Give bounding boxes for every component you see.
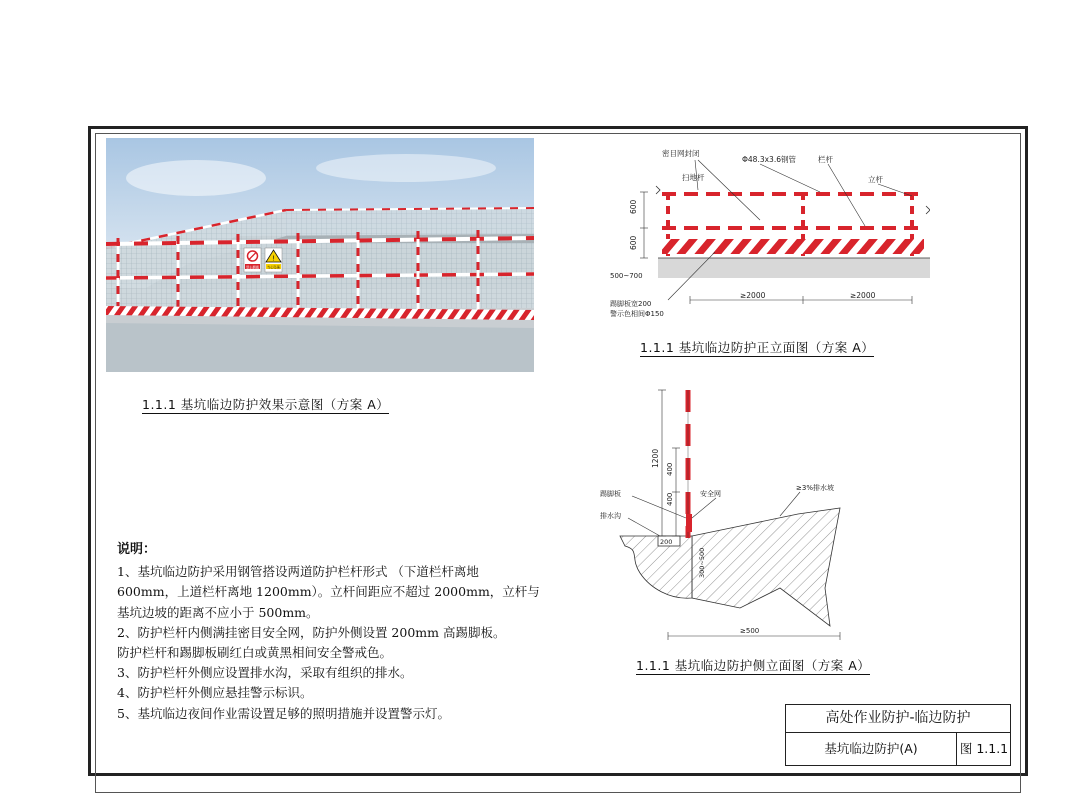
label-toe-color: 警示色相间Φ150 (610, 310, 664, 318)
side-dim-total: 1200 (651, 448, 660, 468)
svg-text:!: ! (272, 254, 275, 263)
notes-heading: 说明： (117, 542, 157, 557)
side-dim-depth: 300~500 (698, 547, 706, 578)
side-dim-upper: 400 (666, 462, 674, 476)
caption-side: 1.1.1 基坑临边防护侧立面图（方案 A） (636, 658, 871, 673)
notes-line: 3、防护栏杆外侧应设置排水沟，采取有组织的排水。 (117, 665, 413, 681)
title-block-figure-no: 图 1.1.1 (959, 741, 1009, 756)
label-sweep: 扫地杆 (682, 173, 705, 182)
dim-span-2: ≥2000 (850, 291, 876, 300)
front-elevation-drawing (610, 140, 930, 340)
caption-front: 1.1.1 基坑临边防护正立面图（方案 A） (640, 340, 875, 355)
side-label-net: 安全网 (700, 490, 721, 498)
side-dim-lower: 400 (666, 492, 674, 506)
dim-lower: 600 (629, 235, 638, 250)
label-post: 立杆 (868, 175, 883, 184)
side-dim-ditch: 200 (660, 538, 673, 546)
notes-section (117, 540, 547, 724)
sign-right-label: 当心坠落 (267, 265, 280, 270)
notes-line: 4、防护栏杆外侧应悬挂警示标识。 (117, 685, 313, 701)
side-elevation-drawing (600, 378, 860, 648)
caption-effect: 1.1.1 基坑临边防护效果示意图（方案 A） (142, 397, 390, 412)
label-pipe: Φ48.3x3.6钢管 (742, 155, 796, 164)
notes-line: 1、基坑临边防护采用钢管搭设两道防护栏杆形式 （下道栏杆离地 (117, 564, 479, 580)
label-toe-width: 踢脚板宽200 (610, 300, 652, 308)
dim-span-1: ≥2000 (740, 291, 766, 300)
notes-line: 600mm，上道栏杆离地 1200mm）。立杆间距应不超过 2000mm，立杆与 (117, 584, 540, 600)
notes-line: 2、防护栏杆内侧满挂密目安全网，防护外侧设置 200mm 高踢脚板。 (117, 624, 506, 640)
dim-upper: 600 (629, 199, 638, 214)
label-net: 密目网封闭 (662, 149, 700, 158)
side-label-ditch: 排水沟 (600, 512, 621, 520)
title-block-name: 基坑临边防护(A) (786, 733, 957, 765)
notes-line: 防护栏杆和踢脚板刷红白或黄黑相间安全警戒色。 (117, 645, 393, 661)
dim-base: 500~700 (610, 272, 643, 280)
notes-line: 5、基坑临边夜间作业需设置足够的照明措施并设置警示灯。 (117, 705, 450, 721)
sign-left-label: 禁止翻越 (246, 265, 259, 270)
title-block-title: 高处作业防护-临边防护 (786, 705, 1010, 733)
side-label-toe: 踢脚板 (600, 490, 621, 498)
notes-line: 基坑边坡的距离不应小于 500mm。 (117, 604, 319, 620)
effect-render-image (106, 138, 534, 372)
side-label-slope: ≥3%排水坡 (796, 484, 834, 492)
title-block (785, 704, 1011, 766)
side-dim-offset: ≥500 (740, 627, 760, 635)
label-rail: 栏杆 (818, 155, 833, 164)
